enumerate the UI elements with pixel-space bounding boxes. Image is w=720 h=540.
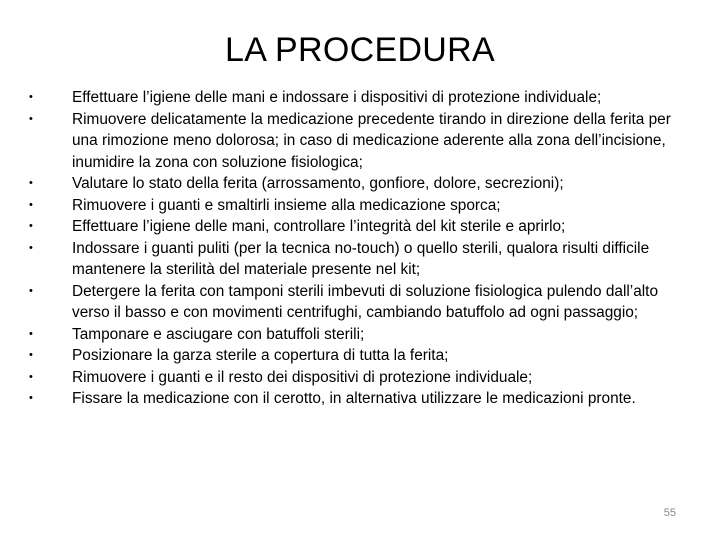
bullet-text: Detergere la ferita con tamponi sterili imbevuti di soluzione fisiologica pulendo dall’alto verso il basso e con movimenti centrifughi, cambiando batuffolo ad ogni passaggio; [72, 282, 659, 321]
list-item [28, 367, 688, 389]
list-item [28, 173, 688, 195]
bullet-text: Effettuare l’igiene delle mani, controllare l’integrità del kit sterile e aprirlo; [72, 218, 566, 235]
bullet-icon: • [29, 241, 33, 254]
page-number: 55 [663, 507, 676, 519]
bullet-text: Posizionare la garza sterile a copertura di tutta la ferita; [72, 347, 449, 364]
slide-title: LA PROCEDURA [224, 31, 495, 69]
bullet-text: Rimuovere i guanti e il resto dei dispositivi di protezione individuale; [72, 368, 533, 386]
list-item [28, 238, 688, 281]
bullet-icon: • [29, 198, 33, 211]
list-item [28, 388, 688, 410]
bullet-icon: • [29, 112, 33, 125]
bullet-icon: • [29, 177, 33, 189]
bullet-icon: • [29, 220, 33, 232]
bullet-icon: • [29, 392, 33, 404]
bullet-text: Valutare lo stato della ferita (arrossamento, gonfiore, dolore, secrezioni); [72, 175, 564, 192]
bullet-icon: • [29, 284, 33, 297]
bullet-text: Effettuare l’igiene delle mani e indossare i dispositivi di protezione individuale; [72, 89, 602, 106]
bullet-icon: • [29, 327, 33, 340]
bullet-text: Tamponare e asciugare con batuffoli sterili; [72, 325, 365, 343]
list-item [28, 109, 688, 174]
bullet-text: Rimuovere delicatamente la medicazione precedente tirando in direzione della ferita per una rimozione meno dolorosa; in caso di medicazione aderente alla zona dell’incisione, inumidire la zona con soluzione fisiologica; [72, 110, 671, 171]
list-item [28, 216, 688, 238]
bullet-icon: • [29, 91, 33, 103]
bullet-text: Fissare la medicazione con il cerotto, in alternativa utilizzare le medicazioni pronte. [72, 390, 636, 407]
list-item [28, 324, 688, 346]
list-item [28, 195, 688, 217]
bullet-text: Rimuovere i guanti e smaltirli insieme alla medicazione sporca; [72, 196, 501, 214]
bullet-list [28, 87, 688, 410]
bullet-icon: • [29, 370, 33, 383]
bullet-icon: • [29, 349, 33, 361]
list-item [28, 87, 688, 109]
bullet-text: Indossare i guanti puliti (per la tecnica no-touch) o quello sterili, qualora risulti difficile mantenere la sterilità del materiale presente nel kit; [72, 239, 650, 278]
list-item [28, 281, 688, 324]
list-item [28, 345, 688, 367]
